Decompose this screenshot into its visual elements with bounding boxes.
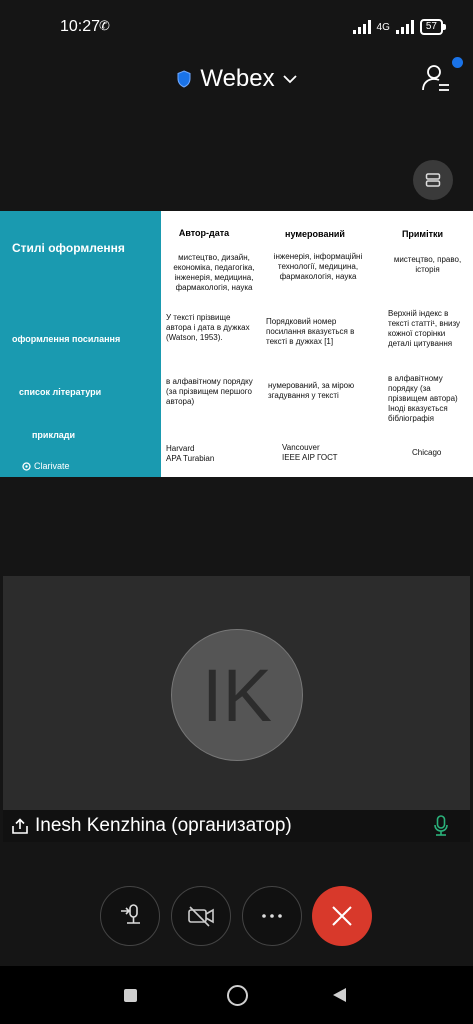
cell-signal-icon <box>353 20 371 34</box>
network-type: 4G <box>376 21 390 33</box>
more-icon <box>261 913 283 919</box>
cell-citation-notes: Верхній індекс в тексті статті¹, внизу кожної сторінки деталі цитування <box>388 309 461 348</box>
avatar: IK <box>171 629 303 761</box>
battery-icon: 57 <box>420 19 443 35</box>
share-icon <box>11 818 29 834</box>
cell-examples-author-date <box>166 444 256 464</box>
cell-bibliography-author-date: в алфавітному порядку (за прізвищем першого автора) <box>166 377 253 406</box>
back-icon[interactable] <box>332 987 347 1003</box>
chevron-down-icon <box>283 74 297 84</box>
microphone-icon <box>434 815 448 837</box>
more-options-button[interactable] <box>242 886 302 946</box>
cell-citation-author-date: У тексті прізвище автора і дата в дужках (Watson, 1953). <box>166 313 250 342</box>
app-title: Webex <box>200 65 275 92</box>
leave-meeting-button[interactable] <box>312 886 372 946</box>
audio-connect-button[interactable] <box>100 886 160 946</box>
cell-fields-notes: мистецтво, право, історія <box>393 255 462 274</box>
row-label-bibliography: список літератури <box>19 387 102 397</box>
row-label-examples: приклади <box>32 430 76 440</box>
layout-icon <box>425 172 441 188</box>
brand-name: Clarivate <box>34 461 70 471</box>
notification-dot <box>452 57 463 68</box>
slide-sidebar <box>0 211 161 477</box>
shared-slide <box>0 211 473 477</box>
participant-video-tile[interactable] <box>3 576 470 840</box>
clarivate-logo <box>22 461 70 471</box>
cell-fields-author-date: мистецтво, дизайн, економіка, педагогіка, інженерія, медицина, фармакологія, наука <box>173 253 255 292</box>
cell-bibliography-numbered: нумерований, за мірою згадування у тексті <box>268 381 355 400</box>
cell-fields-numbered: інженерія, інформаційні технології, медицина, фармакологія, наука <box>273 252 363 281</box>
meeting-title-button[interactable] <box>0 62 473 96</box>
layout-toggle-button[interactable] <box>413 160 453 200</box>
col-header-author-date: Автор-дата <box>178 228 230 238</box>
participant-name: Inesh Kenzhina (организатор) <box>35 815 292 836</box>
cell-citation-numbered: Порядковий номер посилання вказується в тексті в дужках [1] <box>266 317 355 346</box>
clarivate-icon <box>22 462 31 471</box>
row-label-citation: оформлення посилання <box>12 334 121 344</box>
col-header-notes: Примітки <box>401 229 444 239</box>
home-icon[interactable] <box>227 985 248 1006</box>
status-time: 10:27 <box>60 18 101 35</box>
status-bar <box>0 0 473 48</box>
notification-app-icon: ✆ <box>99 18 110 33</box>
example-ieee: IEEE AIP ГОСТ <box>282 453 338 462</box>
cell-examples-numbered <box>282 443 372 463</box>
cell-signal-2-icon <box>396 20 414 34</box>
shield-icon <box>176 70 192 88</box>
example-vancouver: Vancouver <box>282 443 320 452</box>
example-chicago: Chicago <box>412 448 442 457</box>
participants-icon[interactable] <box>421 62 451 94</box>
col-header-numbered: нумерований <box>285 229 345 239</box>
close-icon <box>331 905 353 927</box>
status-icons <box>353 18 443 36</box>
audio-connection-icon <box>118 903 142 929</box>
video-off-icon <box>187 905 215 927</box>
slide-title: Стилі оформлення <box>12 241 125 255</box>
system-navigation-bar <box>0 966 473 1024</box>
cell-examples-notes <box>412 448 462 458</box>
participant-name-bar <box>3 810 470 842</box>
example-harvard: Harvard <box>166 444 195 453</box>
video-toggle-button[interactable] <box>171 886 231 946</box>
recents-icon[interactable] <box>124 989 137 1002</box>
cell-bibliography-notes: в алфавітному порядку (за прізвищем автора) Іноді вказується бібліографія <box>388 374 458 423</box>
example-apa: APA Turabian <box>166 454 215 463</box>
